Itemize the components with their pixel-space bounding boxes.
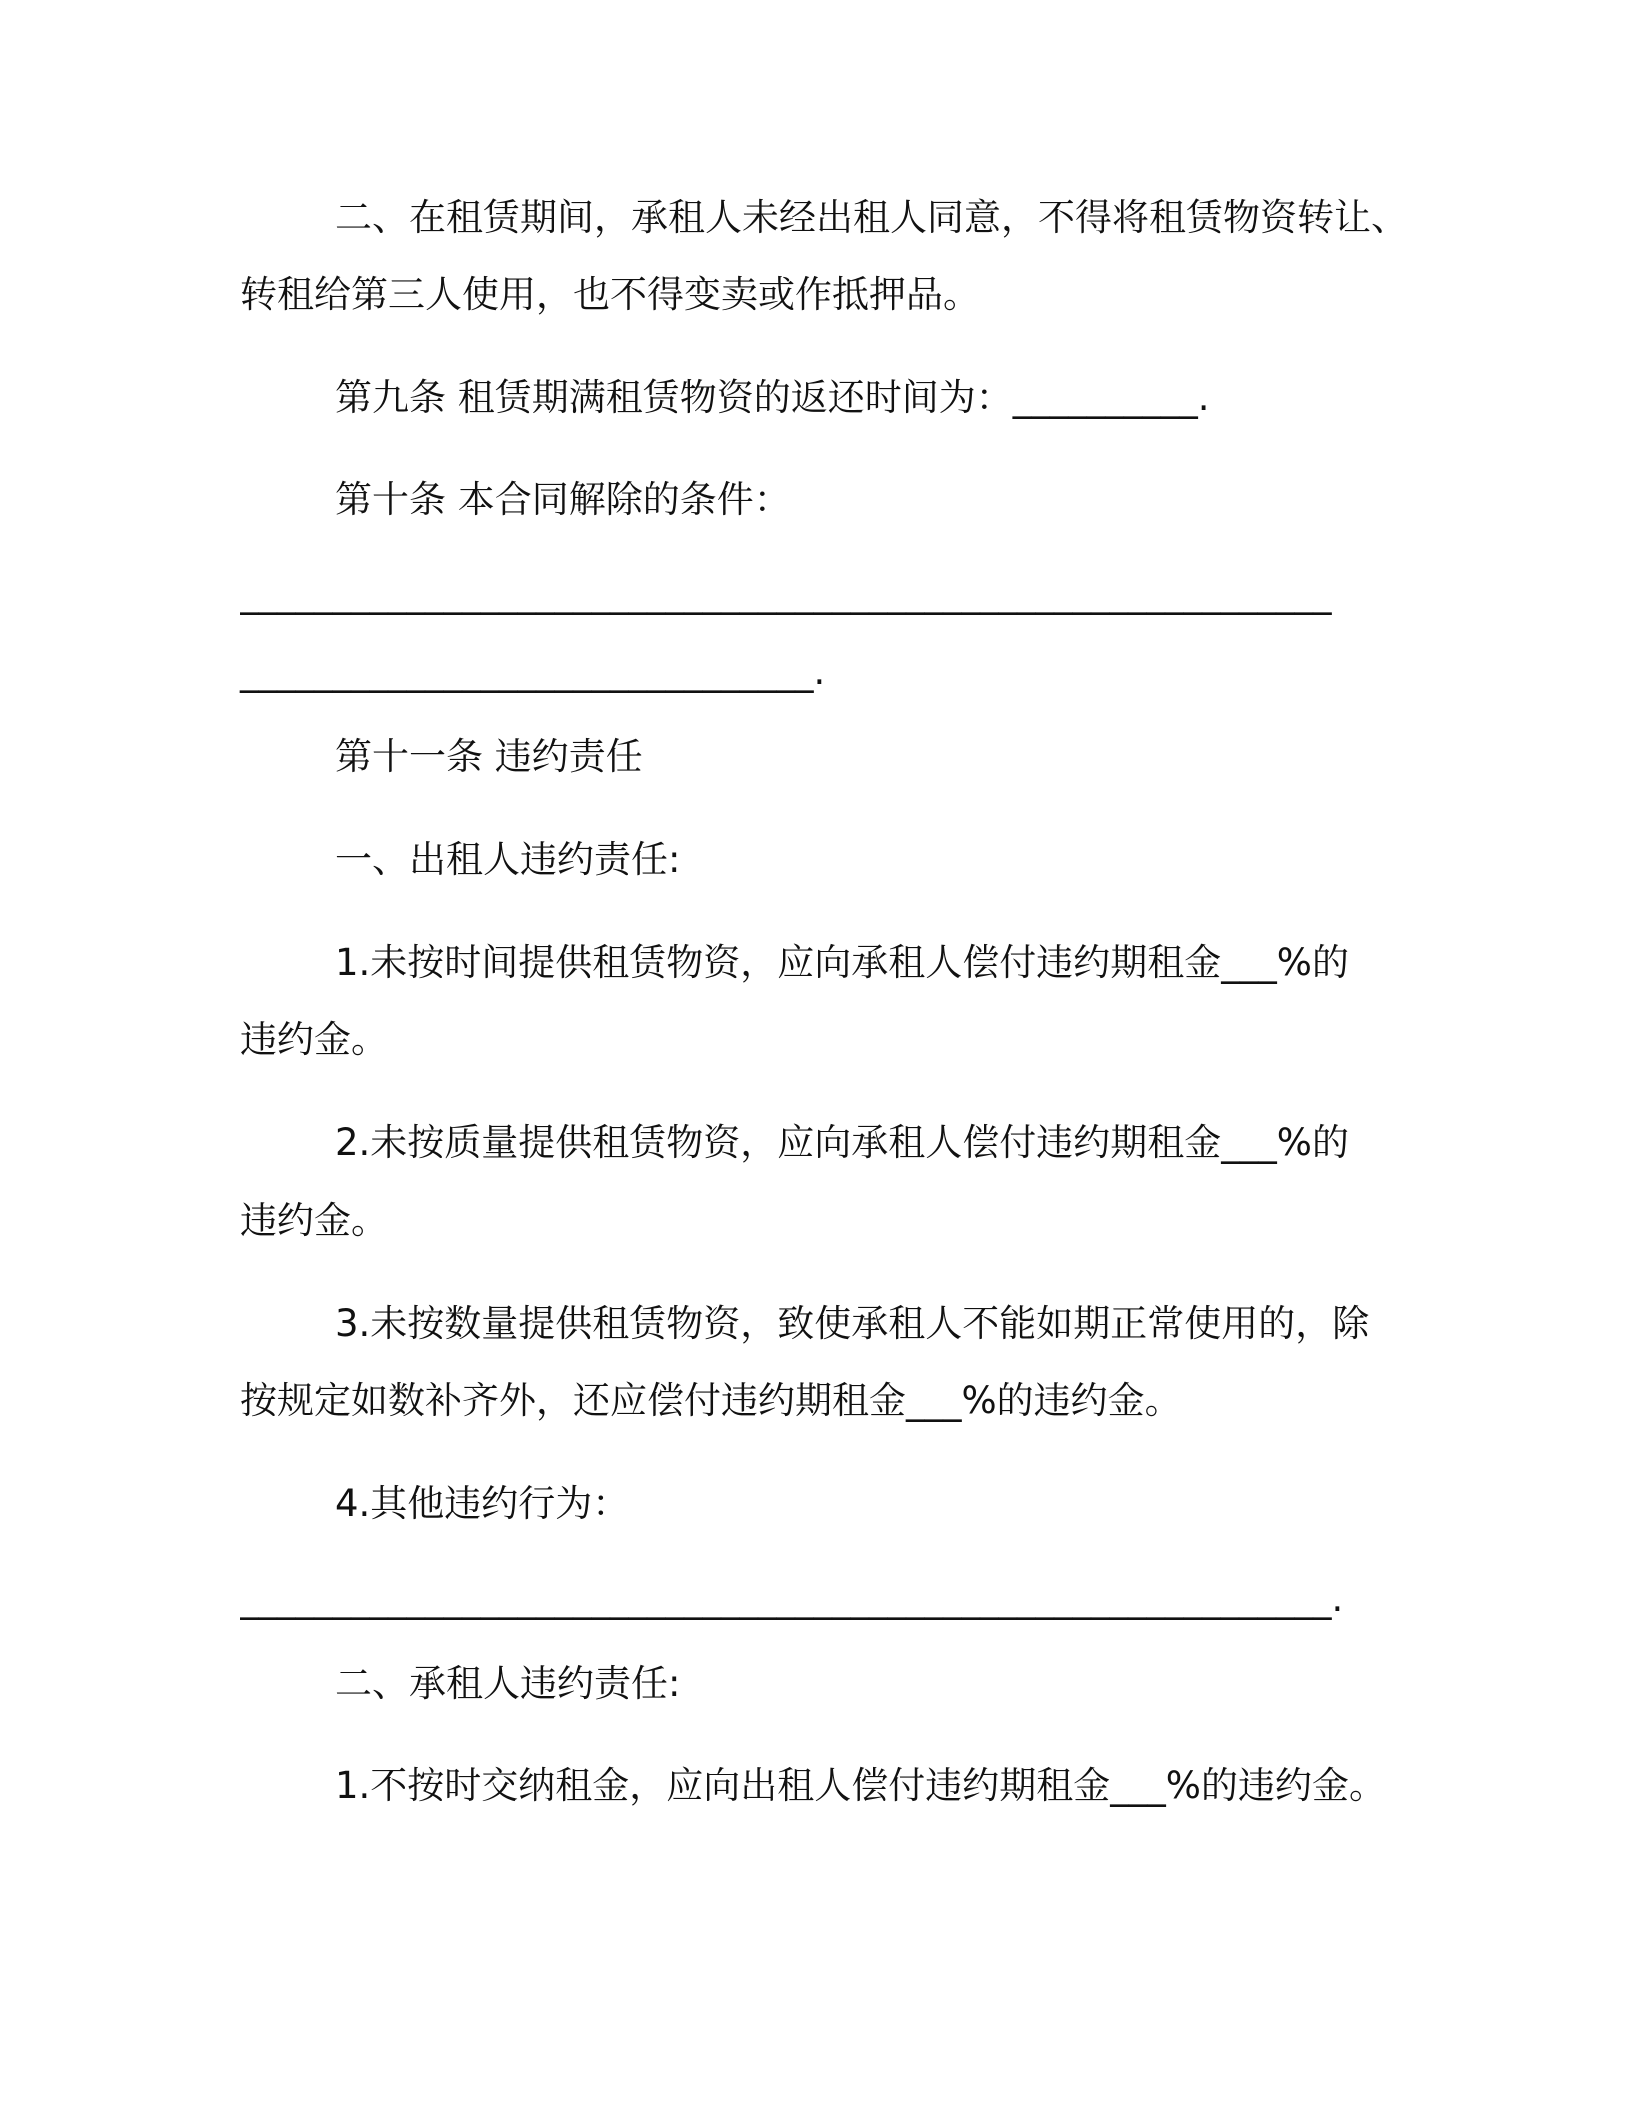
article-10-termination-heading: 第十条 本合同解除的条件：	[335, 478, 791, 521]
termination-blank-line-1: ___________________________________________________________	[240, 572, 1332, 615]
lessor-item-3-line-2: 按规定如数补齐外，还应偿付违约期租金___%的违约金。	[240, 1379, 1182, 1422]
termination-blank-line-2: _______________________________.	[240, 650, 826, 693]
lessor-item-4: 4.其他违约行为：	[335, 1482, 630, 1525]
lessor-liability-heading: 一、出租人违约责任:	[335, 838, 681, 881]
lessor-item-2-line-1: 2.未按质量提供租赁物资，应向承租人偿付违约期租金___%的	[335, 1121, 1349, 1164]
lessor-item-3-line-1: 3.未按数量提供租赁物资，致使承租人不能如期正常使用的，除	[335, 1302, 1370, 1345]
lessee-item-1: 1.不按时交纳租金，应向出租人偿付违约期租金___%的违约金。	[335, 1764, 1386, 1807]
paragraph-lessee-transfer-line-1: 二、在租赁期间，承租人未经出租人同意，不得将租赁物资转让、	[335, 196, 1408, 239]
article-9-return-time: 第九条 租赁期满租赁物资的返还时间为：__________.	[335, 376, 1210, 419]
lessee-liability-heading: 二、承租人违约责任:	[335, 1662, 681, 1705]
article-11-heading: 第十一条 违约责任	[335, 735, 643, 778]
lessor-item-2-line-2: 违约金。	[240, 1199, 388, 1242]
lessor-item-1-line-1: 1.未按时间提供租赁物资，应向承租人偿付违约期租金___%的	[335, 941, 1349, 984]
other-breach-blank-line: ___________________________________________________________.	[240, 1577, 1344, 1620]
lessor-item-1-line-2: 违约金。	[240, 1018, 388, 1061]
paragraph-lessee-transfer-line-2: 转租给第三人使用，也不得变卖或作抵押品。	[240, 273, 980, 316]
